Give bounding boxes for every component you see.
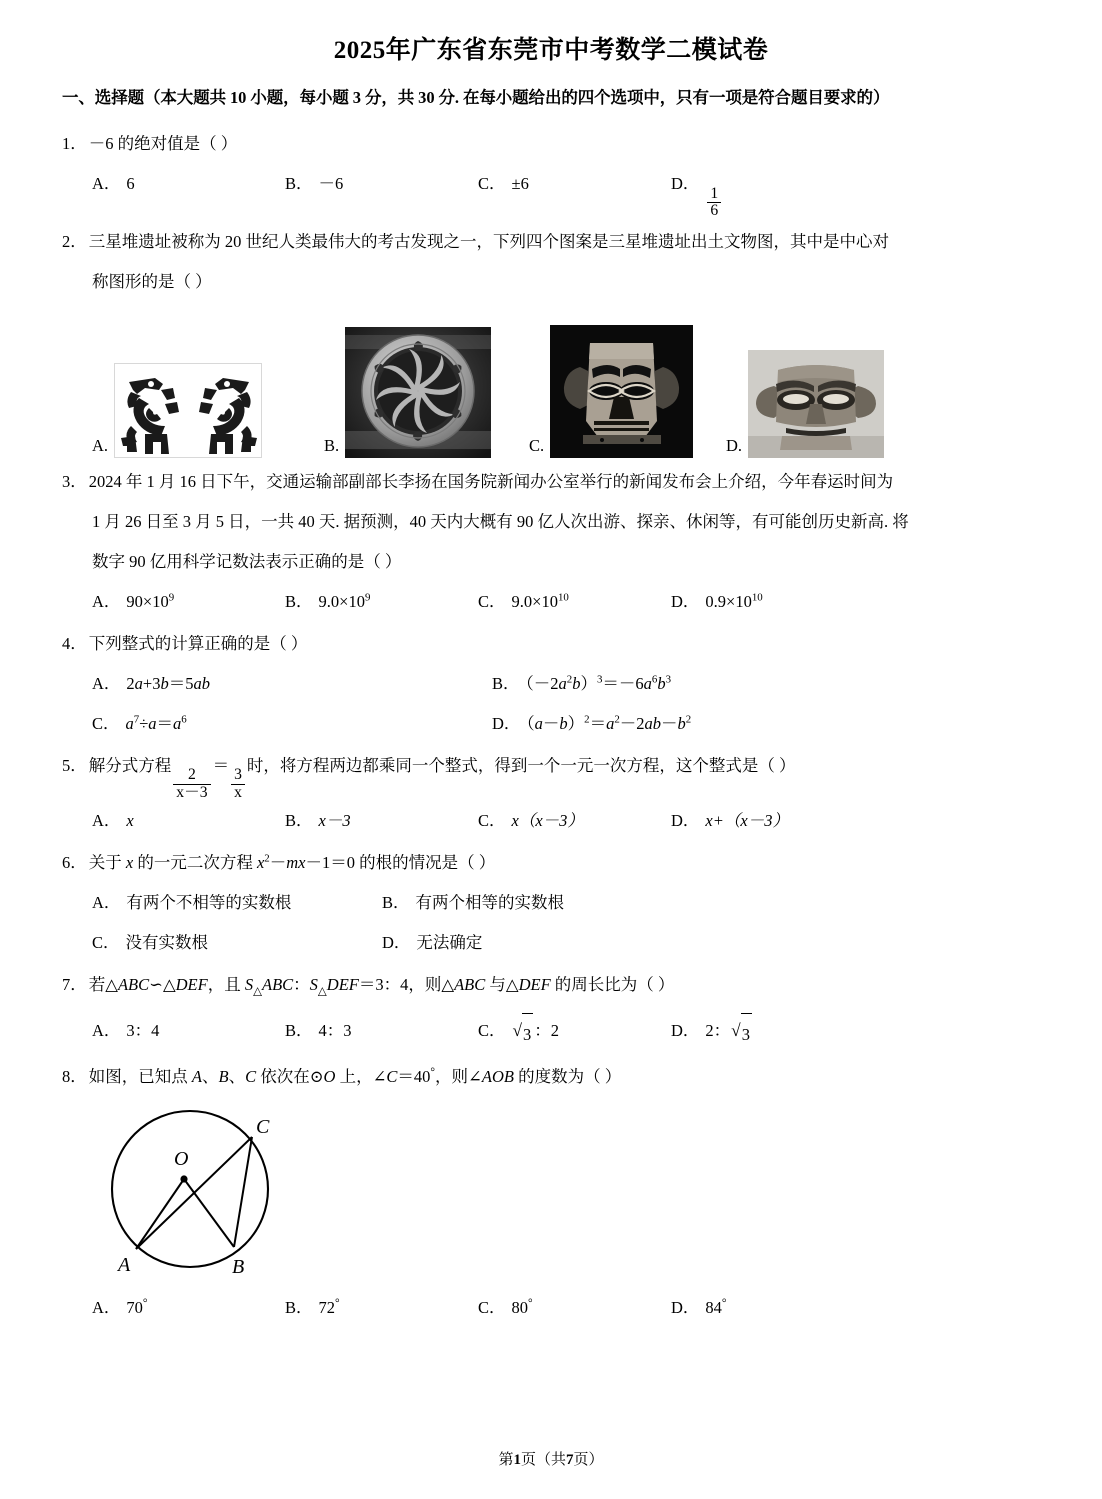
option-6-b-text: 有两个相等的实数根	[415, 893, 565, 913]
fraction-numerator: 1	[710, 184, 719, 202]
option-7-c-label: C．	[478, 1021, 506, 1041]
footer-prefix: 第	[498, 1452, 514, 1468]
question-5-number: 5．	[62, 755, 87, 775]
question-2-text-2: 称图形的是（ ）	[92, 271, 212, 291]
artifact-image-swirl-disc	[345, 327, 491, 458]
option-3-d-mantissa: 0.9×10	[705, 591, 752, 611]
picture-option-c-label: C.	[529, 435, 545, 455]
option-3-a-exponent: 9	[168, 591, 175, 604]
figure-label-c: C	[256, 1116, 270, 1139]
option-6-b[interactable]	[382, 883, 564, 923]
option-3-c-exponent: 10	[557, 591, 569, 604]
picture-option-b[interactable]	[324, 327, 529, 458]
question-6-text: 关于 x 的一元二次方程 $x^2-mx-1=0$ 的根的情况是（ ）	[88, 852, 496, 873]
option-7-b-text: 4：3	[318, 1021, 352, 1041]
option-4-c-expression: $a^7\div a=a^6$	[125, 713, 187, 733]
picture-option-d[interactable]	[726, 350, 906, 458]
option-1-a-label: A．	[92, 174, 121, 193]
fraction-denominator: 6	[707, 202, 721, 219]
question-2-number: 2．	[62, 231, 87, 251]
option-5-a[interactable]	[92, 801, 285, 841]
option-8-a[interactable]	[92, 1291, 285, 1325]
question-3-text-3: 数字 90 亿用科学记数法表示正确的是（ ）	[92, 551, 402, 571]
equals-sign: ＝	[212, 755, 230, 775]
option-7-a[interactable]	[92, 1011, 285, 1055]
question-3-stem-line-1	[62, 462, 1040, 502]
question-4-options-row-1	[62, 664, 1040, 704]
artifact-image-dragon-motif	[114, 363, 262, 458]
option-3-d[interactable]	[671, 582, 864, 622]
footer-current-page: 1	[513, 1452, 521, 1468]
option-5-a-text: x	[126, 811, 134, 831]
footer-total-pages: 7	[566, 1452, 574, 1468]
fraction-one-sixth	[707, 186, 721, 220]
fraction-1-denominator: x－3	[173, 784, 210, 801]
question-7-text: 若△ABC∽△DEF，且 $S_\triangle ABC$：$S_\triangle DEF=3$：4，则△ABC 与△DEF 的周长比为（ ）	[88, 975, 675, 998]
question-1	[62, 124, 1040, 220]
option-5-d-text: x+（x－3）	[705, 811, 789, 831]
option-4-a-expression: 2a+3b＝5ab	[126, 673, 210, 693]
question-5-text-pre: 解分式方程	[88, 755, 172, 775]
option-7-c-after: ：2	[534, 1021, 560, 1041]
option-3-a-label: A．	[92, 591, 121, 611]
option-7-a-label: A．	[92, 1021, 121, 1041]
picture-option-c[interactable]	[529, 325, 726, 458]
option-8-c-degree: °	[528, 1297, 533, 1310]
radical-sqrt-3-second: √ 3	[731, 1011, 752, 1055]
question-1-number: 1．	[62, 134, 87, 153]
option-3-d-label: D．	[671, 591, 700, 611]
option-3-c[interactable]	[478, 582, 671, 622]
option-5-d-label: D．	[671, 811, 700, 831]
radical-radicand: 3	[522, 1013, 533, 1055]
question-3-number: 3．	[62, 471, 87, 491]
option-3-b-label: B．	[285, 591, 313, 611]
option-3-a-mantissa: 90×10	[126, 591, 169, 611]
question-3-text-2: 1 月 26 日至 3 月 5 日，一共 40 天. 据预测，40 天内大概有 90 亿人次出游、探亲、休闲等，有可能创历史新高. 将	[92, 511, 909, 531]
option-1-c[interactable]	[478, 164, 671, 220]
radical-radicand-2: 3	[741, 1013, 752, 1055]
question-8-figure	[62, 1101, 1040, 1291]
question-2-stem-line-2	[62, 262, 1040, 302]
footer-suffix: 页）	[573, 1452, 604, 1468]
question-6-stem	[62, 843, 1040, 883]
question-5	[62, 746, 1040, 842]
fraction-1-numerator: 2	[187, 766, 196, 784]
figure-label-b: B	[232, 1256, 245, 1279]
page-title: 2025年广东省东莞市中考数学二模试卷	[333, 37, 769, 64]
option-1-c-label: C．	[478, 174, 506, 193]
option-8-b-label: B．	[285, 1298, 313, 1318]
option-1-b-label: B．	[285, 174, 313, 193]
option-6-a[interactable]	[92, 883, 382, 923]
question-3-options	[62, 582, 1040, 622]
question-3-text-1: 2024 年 1 月 16 日下午，交通运输部副部长李扬在国务院新闻办公室举行的新闻发布会上介绍，今年春运时间为	[88, 471, 894, 491]
artifact-image-large-bronze-mask	[748, 350, 884, 458]
option-7-d-label: D．	[671, 1021, 700, 1041]
option-1-a[interactable]	[92, 164, 285, 220]
artifact-image-protruding-eye-mask	[550, 325, 693, 458]
option-4-b[interactable]: B． $(-2a^2b)^3=-6a^6b^3$	[492, 673, 672, 693]
question-3-stem-line-2	[62, 502, 1040, 542]
question-4-stem	[62, 624, 1040, 664]
option-1-d[interactable]	[671, 164, 864, 220]
footer-middle: 页（共	[520, 1452, 566, 1468]
question-3	[62, 462, 1040, 622]
option-8-d-degree: °	[721, 1297, 727, 1310]
option-5-c-label: C．	[478, 811, 506, 831]
option-6-c-text: 没有实数根	[125, 933, 209, 953]
option-7-d[interactable]	[671, 1011, 864, 1055]
option-1-a-text: 6	[126, 174, 135, 193]
option-8-d[interactable]	[671, 1291, 864, 1325]
option-8-c-label: C．	[478, 1298, 506, 1318]
option-5-a-label: A．	[92, 811, 121, 831]
option-8-b[interactable]	[285, 1291, 478, 1325]
option-6-a-label: A．	[92, 893, 121, 913]
radical-sqrt-3: √ 3	[513, 1011, 534, 1055]
option-5-b[interactable]	[285, 801, 478, 841]
option-1-b-text: －6	[318, 174, 344, 193]
option-6-d-label: D．	[382, 933, 411, 953]
question-7	[62, 965, 1040, 1055]
question-6	[62, 843, 1040, 963]
section-heading: 一、选择题（本大题共 10 小题，每小题 3 分，共 30 分. 在每小题给出的四个选项中，只有一项是符合题目要求的）	[62, 88, 890, 107]
option-8-c-value: 80	[511, 1298, 529, 1318]
option-5-d[interactable]	[671, 801, 864, 841]
option-6-d[interactable]	[382, 923, 482, 963]
option-4-b-expression: $(-2a^2b)^3=-6a^6b^3$	[525, 673, 672, 693]
figure-label-a: A	[118, 1254, 131, 1277]
option-8-d-value: 84	[705, 1298, 722, 1318]
fraction-3-over-x	[231, 767, 245, 801]
option-3-c-label: C．	[478, 591, 506, 611]
option-4-a[interactable]: A． 2a+3b＝5ab	[92, 673, 210, 693]
fraction-2-denominator: x	[231, 784, 245, 801]
option-5-c[interactable]	[478, 801, 671, 841]
option-3-b-exponent: 9	[364, 591, 371, 604]
option-3-b-mantissa: 9.0×10	[318, 591, 365, 611]
fraction-2-over-x-minus-3	[173, 767, 210, 801]
exam-page	[0, 30, 1102, 1499]
question-4-number: 4．	[62, 633, 87, 653]
option-8-a-value: 70	[126, 1298, 143, 1318]
question-3-stem-line-3	[62, 542, 1040, 582]
question-1-stem	[62, 124, 1040, 164]
question-7-stem	[62, 965, 1040, 1011]
option-6-b-label: B．	[382, 893, 410, 913]
question-8-stem	[62, 1057, 1040, 1097]
picture-option-d-label: D.	[726, 435, 743, 455]
option-3-d-exponent: 10	[751, 591, 763, 604]
option-7-d-before: 2：	[705, 1021, 731, 1041]
question-5-stem	[62, 746, 1040, 802]
question-2-picture-options	[62, 308, 1040, 458]
question-6-options-row-2	[62, 923, 1040, 963]
option-1-d-label: D．	[671, 174, 700, 193]
option-8-b-value: 72	[318, 1298, 336, 1318]
figure-label-o: O	[174, 1148, 189, 1171]
question-7-options	[62, 1011, 1040, 1055]
question-4	[62, 624, 1040, 744]
option-6-a-text: 有两个不相等的实数根	[126, 893, 292, 913]
page-footer	[0, 1448, 1102, 1469]
question-7-number: 7．	[62, 975, 87, 995]
option-6-c-label: C．	[92, 933, 120, 953]
option-5-b-text: x－3	[318, 811, 351, 831]
picture-option-a-label: A.	[92, 435, 109, 455]
question-6-options-row-1	[62, 883, 1040, 923]
option-3-b[interactable]	[285, 582, 478, 622]
option-8-c[interactable]	[478, 1291, 671, 1325]
question-2	[62, 222, 1040, 458]
option-3-c-mantissa: 9.0×10	[511, 591, 558, 611]
option-3-a[interactable]	[92, 582, 285, 622]
question-5-text-post: 时，将方程两边都乘同一个整式，得到一个一元一次方程，这个整式是（ ）	[246, 755, 796, 775]
option-5-c-text: x（x－3）	[511, 811, 584, 831]
question-6-number: 6．	[62, 853, 87, 873]
option-8-a-degree: °	[142, 1297, 148, 1310]
option-7-a-text: 3：4	[126, 1021, 160, 1041]
option-4-c[interactable]: C． $a^7\div a=a^6$	[92, 713, 187, 733]
question-5-options	[62, 801, 1040, 841]
option-5-b-label: B．	[285, 811, 313, 831]
option-7-b-label: B．	[285, 1021, 313, 1041]
question-2-text-1: 三星堆遗址被称为 20 世纪人类最伟大的考古发现之一，下列四个图案是三星堆遗址出土文物图，其中是中心对	[88, 231, 889, 251]
question-4-options-row-2	[62, 704, 1040, 744]
fraction-2-numerator: 3	[234, 766, 242, 784]
option-7-b[interactable]	[285, 1011, 478, 1055]
option-7-c[interactable]	[478, 1011, 671, 1055]
option-8-a-label: A．	[92, 1298, 121, 1318]
option-8-b-degree: °	[335, 1297, 340, 1310]
question-2-stem-line-1	[62, 222, 1040, 262]
question-8-text: 如图，已知点 A、B、C 依次在⊙O 上，∠C＝40°，则∠AOB 的度数为（ ）	[88, 1066, 622, 1087]
option-8-d-label: D．	[671, 1298, 700, 1318]
question-8-options	[62, 1291, 1040, 1325]
option-6-c[interactable]	[92, 923, 382, 963]
question-4-text: 下列整式的计算正确的是（ ）	[88, 633, 308, 653]
option-1-b[interactable]	[285, 164, 478, 220]
question-8	[62, 1057, 1040, 1325]
option-6-d-text: 无法确定	[416, 933, 483, 953]
option-1-c-text: ±6	[511, 174, 529, 193]
option-4-d-expression: $(a-b)^2=a^2-2ab-b^2$	[526, 713, 692, 733]
picture-option-b-label: B.	[324, 435, 340, 455]
question-1-options	[62, 164, 1040, 220]
picture-option-a[interactable]	[92, 363, 324, 458]
question-1-text: －6 的绝对值是（ ）	[88, 134, 238, 153]
option-4-d[interactable]: D． $(a-b)^2=a^2-2ab-b^2$	[492, 713, 692, 733]
question-8-number: 8．	[62, 1067, 87, 1087]
